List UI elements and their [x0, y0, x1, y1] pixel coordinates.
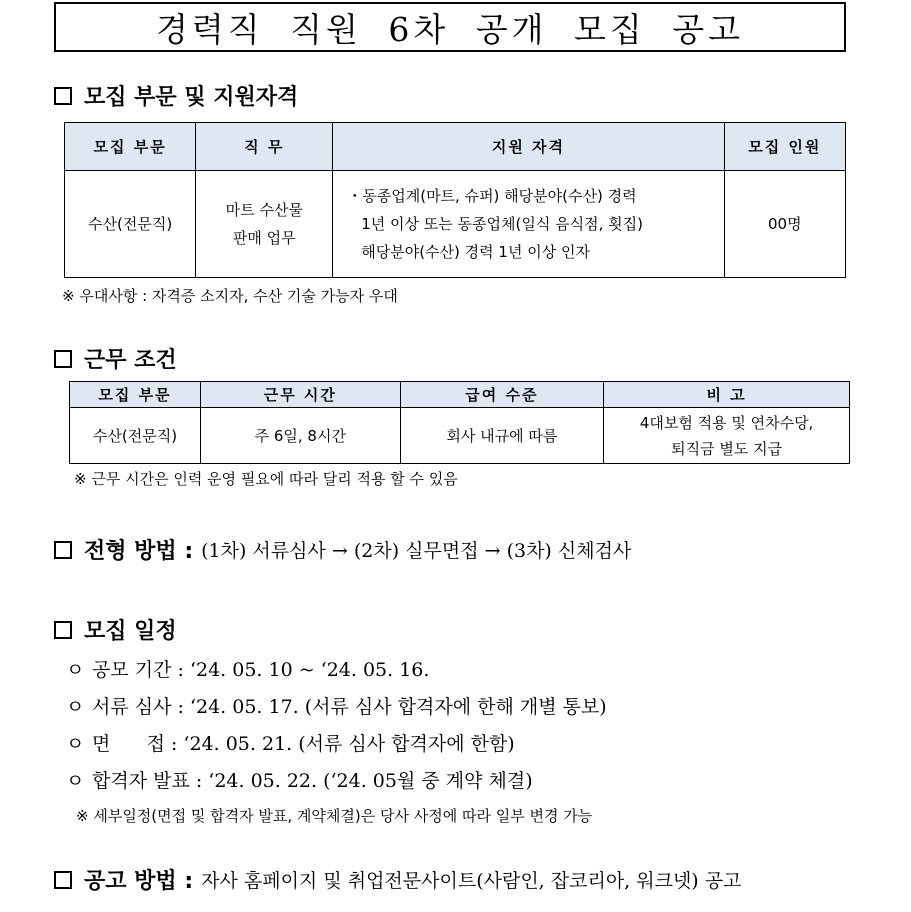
list-item — [66, 766, 533, 793]
hours-note: ※ 근무 시간은 인력 운영 필요에 따라 달리 적용 할 수 있음 — [74, 470, 458, 488]
table-row — [65, 171, 846, 278]
announcement-method: 자사 홈페이지 및 취업전문사이트(사람인, 잡코리아, 워크넷) 공고 — [201, 870, 742, 892]
col-header-pay: 급여 수준 — [400, 382, 604, 408]
schedule-note: ※ 세부일정(면접 및 합격자 발표, 계약체결)은 당사 사정에 따라 일부 변경 가능 — [76, 807, 593, 825]
section-heading-text: 공고 방법 : — [84, 869, 194, 894]
preference-note: ※ 우대사항 : 자격증 소지자, 수산 기술 가능자 우대 — [62, 287, 398, 305]
list-item — [66, 655, 429, 682]
recruitment-table — [64, 122, 846, 278]
col-header-count: 모집 인원 — [724, 123, 845, 171]
section-heading-schedule — [54, 614, 177, 645]
cell-hours: 주 6일, 8시간 — [200, 408, 400, 464]
cell-remark — [604, 408, 850, 464]
list-item — [66, 692, 607, 719]
col-header-duty: 직 무 — [196, 123, 333, 171]
conditions-table — [69, 381, 850, 464]
checkbox-square-icon — [54, 350, 72, 368]
schedule-text: 공모 기간 : ‘24. 05. 10 ~ ‘24. 05. 16. — [92, 659, 430, 681]
section-heading-text: 모집 부문 및 지원자격 — [84, 85, 299, 110]
section-heading-text: 근무 조건 — [84, 348, 177, 373]
page-title: 경력직 직원 6차 공개 모집 공고 — [156, 9, 744, 49]
section-heading-text: 모집 일정 — [84, 619, 177, 644]
cell-duty — [196, 171, 333, 278]
schedule-text: 면 접 : ‘24. 05. 21. (서류 심사 합격자에 한함) — [92, 733, 515, 755]
checkbox-square-icon — [54, 541, 72, 559]
qual-line: ・동종업계(마트, 슈퍼) 해당분야(수산) 경력 — [347, 187, 637, 205]
col-header-part: 모집 부문 — [70, 382, 201, 408]
duty-line: 마트 수산물 — [225, 201, 303, 219]
title-box — [54, 2, 846, 52]
list-item — [66, 729, 515, 756]
remark-line: 4대보험 적용 및 연차수당, — [639, 413, 814, 432]
schedule-text: 서류 심사 : ‘24. 05. 17. (서류 심사 합격자에 한해 개별 통보) — [92, 696, 607, 718]
checkbox-square-icon — [54, 87, 72, 105]
cell-pay: 회사 내규에 따름 — [400, 408, 604, 464]
duty-line: 판매 업무 — [232, 229, 296, 247]
cell-part: 수산(전문직) — [65, 171, 196, 278]
bullet-icon: ㅇ — [66, 733, 85, 755]
checkbox-square-icon — [54, 871, 72, 889]
section-heading-conditions — [54, 343, 177, 374]
col-header-hours: 근무 시간 — [200, 382, 400, 408]
col-header-part: 모집 부문 — [65, 123, 196, 171]
qual-line: 해당분야(수산) 경력 1년 이상 인자 — [361, 243, 590, 261]
schedule-text: 합격자 발표 : ‘24. 05. 22. (‘24. 05월 중 계약 체결) — [92, 770, 533, 792]
bullet-icon: ㅇ — [66, 770, 85, 792]
checkbox-square-icon — [54, 621, 72, 639]
section-heading-recruitment — [54, 80, 298, 111]
section-heading-selection — [54, 534, 631, 565]
bullet-icon: ㅇ — [66, 696, 85, 718]
cell-part: 수산(전문직) — [70, 408, 201, 464]
cell-qualification — [333, 171, 724, 278]
col-header-remark: 비 고 — [604, 382, 850, 408]
bullet-icon: ㅇ — [66, 659, 85, 681]
remark-line: 퇴직금 별도 지급 — [671, 439, 783, 458]
col-header-qualification: 지원 자격 — [333, 123, 724, 171]
section-heading-text: 전형 방법 : — [84, 539, 194, 564]
section-heading-announcement — [54, 864, 741, 895]
qual-line: 1년 이상 또는 동종업체(일식 음식점, 횟집) — [361, 215, 643, 233]
cell-count: 00명 — [724, 171, 845, 278]
table-row — [70, 408, 850, 464]
selection-steps: (1차) 서류심사 → (2차) 실무면접 → (3차) 신체검사 — [201, 540, 632, 562]
